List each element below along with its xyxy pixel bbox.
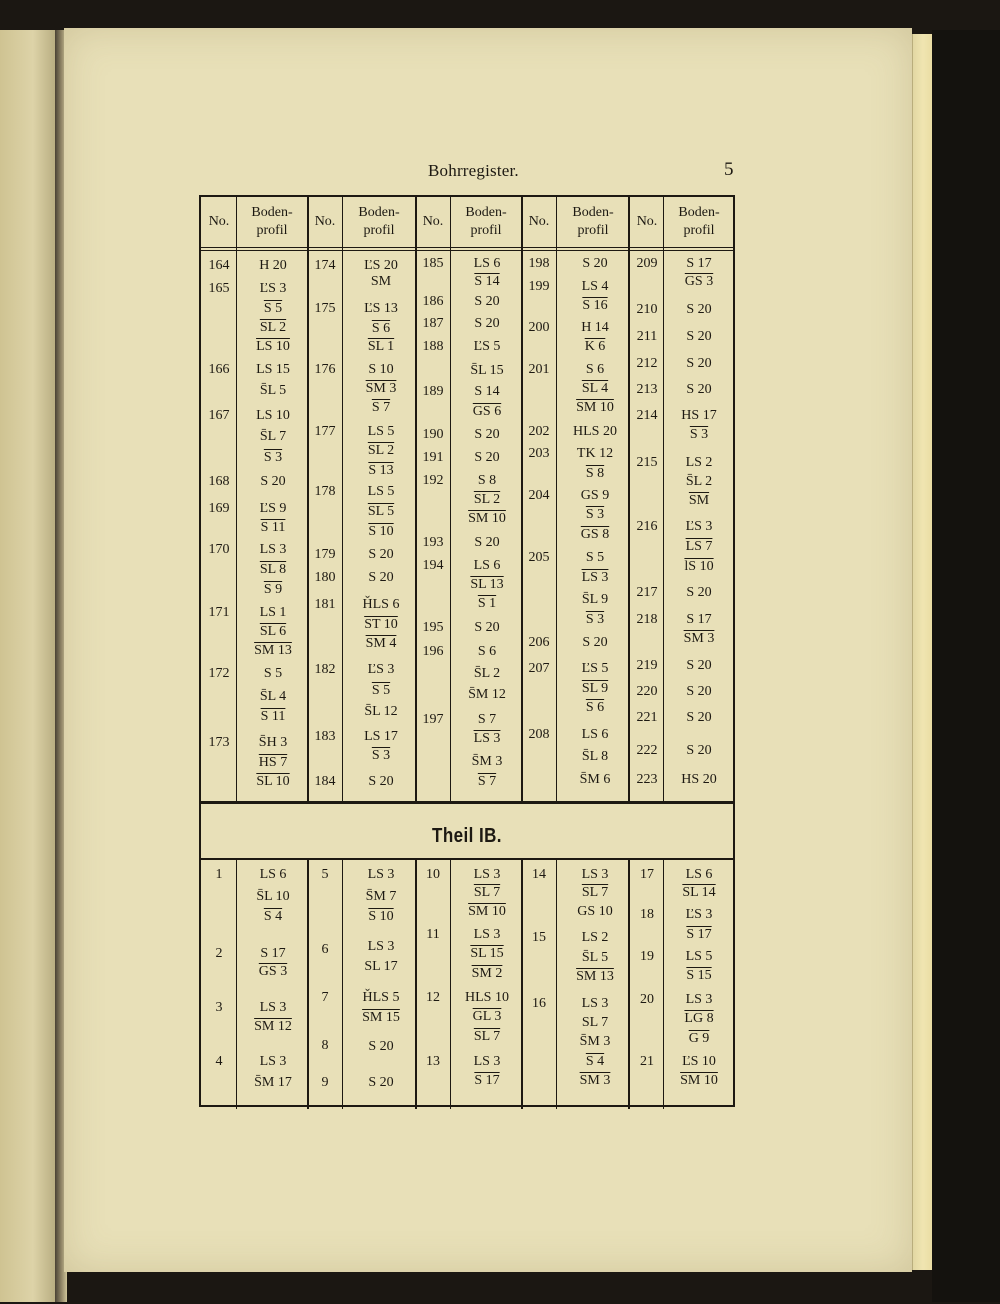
soil-profile: LS 3 (473, 731, 501, 746)
soil-profile: ĽS 3 (259, 281, 287, 296)
soil-profile: ĽS 20 (364, 258, 398, 273)
soil-profile: SM 13 (254, 643, 292, 658)
soil-profile: S 17 (474, 1073, 500, 1088)
soil-profile: LS 3 (581, 867, 609, 882)
soil-profile: LS 6 (685, 867, 713, 882)
soil-profile: S 20 (474, 427, 500, 442)
bore-number: 200 (528, 320, 550, 335)
soil-profile: S 6 (585, 700, 605, 715)
soil-profile: LS 6 (581, 727, 609, 742)
soil-profile: S̄L 12 (364, 704, 398, 719)
bore-number: 164 (208, 258, 230, 273)
soil-profile: S̄L 7 (259, 429, 287, 444)
soil-profile: S 20 (582, 635, 608, 650)
soil-profile: HS 20 (681, 772, 717, 787)
bore-number: 192 (422, 473, 444, 488)
soil-profile: SM 3 (365, 381, 397, 396)
soil-profile: S 15 (686, 968, 712, 983)
soil-profile: SL 8 (259, 562, 287, 577)
soil-profile: SL 5 (367, 504, 395, 519)
soil-profile: S 20 (582, 256, 608, 271)
soil-profile: HS 17 (681, 408, 717, 423)
bore-number: 181 (314, 597, 336, 612)
header-bodenprofil: Boden- profil (251, 205, 293, 238)
soil-profile: S 16 (582, 298, 608, 313)
soil-profile: LS 3 (367, 867, 395, 882)
bore-number: 9 (321, 1075, 329, 1090)
bore-number: 217 (636, 585, 658, 600)
soil-profile: S̄L 15 (470, 363, 504, 378)
soil-profile: LS 3 (473, 927, 501, 942)
soil-profile: LS 2 (685, 455, 713, 470)
soil-profile: SL 1 (367, 339, 395, 354)
soil-profile: LG 8 (684, 1011, 714, 1026)
bore-number: 187 (422, 316, 444, 331)
soil-profile: ȞLS 5 (362, 990, 400, 1005)
header-no: No. (314, 214, 336, 229)
soil-profile: S 20 (686, 356, 712, 371)
soil-profile: LS 3 (259, 1000, 287, 1015)
bore-register-table (199, 195, 735, 1107)
soil-profile: LS 3 (581, 996, 609, 1011)
soil-profile: HLS 20 (573, 424, 617, 439)
bore-number: 188 (422, 339, 444, 354)
bore-number: 209 (636, 256, 658, 271)
book-cover (932, 30, 1000, 1302)
bore-number: 189 (422, 384, 444, 399)
bore-number: 199 (528, 279, 550, 294)
bore-number: 216 (636, 519, 658, 534)
bore-number: 21 (640, 1054, 654, 1069)
soil-profile: S̄M 7 (365, 889, 397, 904)
soil-profile: SL 2 (367, 443, 395, 458)
bore-number: 183 (314, 729, 336, 744)
bore-number: 174 (314, 258, 336, 273)
soil-profile: S 11 (260, 709, 286, 724)
soil-profile: LS 5 (367, 484, 395, 499)
soil-profile: S̄M 3 (471, 754, 503, 769)
soil-profile: S 6 (371, 321, 391, 336)
bore-number: 176 (314, 362, 336, 377)
soil-profile: LS 6 (259, 867, 287, 882)
soil-profile: S̄M 3 (579, 1034, 611, 1049)
soil-profile: S̄L 5 (581, 950, 609, 965)
soil-profile: GS 8 (580, 527, 610, 542)
soil-profile: S 17 (260, 946, 286, 961)
soil-profile: LS 6 (473, 558, 501, 573)
soil-profile: S 20 (368, 547, 394, 562)
bore-number: 167 (208, 408, 230, 423)
soil-profile: SL 6 (259, 624, 287, 639)
soil-profile: GS 3 (258, 964, 288, 979)
soil-profile: S̄L 8 (581, 749, 609, 764)
soil-profile: S 20 (686, 743, 712, 758)
soil-profile: HLS 10 (465, 990, 509, 1005)
soil-profile: S 5 (263, 301, 283, 316)
soil-profile: SL 7 (473, 885, 501, 900)
bore-number: 14 (532, 867, 546, 882)
soil-profile: S 17 (686, 927, 712, 942)
bore-number: 175 (314, 301, 336, 316)
soil-profile: LS 2 (581, 930, 609, 945)
soil-profile: S 13 (368, 463, 394, 478)
soil-profile: ĽS 10 (682, 1054, 716, 1069)
soil-profile: S̄M 6 (579, 772, 611, 787)
soil-profile: S 3 (689, 427, 709, 442)
soil-profile: ST 10 (364, 617, 398, 632)
soil-profile: S 20 (474, 450, 500, 465)
soil-profile: S 14 (474, 384, 500, 399)
soil-profile: HS 7 (258, 755, 288, 770)
soil-profile: S 3 (585, 612, 605, 627)
soil-profile: TK 12 (576, 446, 614, 461)
bore-number: 19 (640, 949, 654, 964)
bore-number: 178 (314, 484, 336, 499)
bore-number: 179 (314, 547, 336, 562)
soil-profile: SL 13 (470, 577, 504, 592)
soil-profile: LS 3 (367, 939, 395, 954)
bore-number: 3 (215, 1000, 223, 1015)
soil-profile: SM 10 (576, 400, 614, 415)
soil-profile: S 20 (686, 585, 712, 600)
soil-profile: LS 3 (581, 570, 609, 585)
bore-number: 220 (636, 684, 658, 699)
soil-profile: S 3 (371, 748, 391, 763)
soil-profile: SM 10 (468, 904, 506, 919)
bore-number: 202 (528, 424, 550, 439)
bore-number: 7 (321, 990, 329, 1005)
section-divider (201, 801, 733, 804)
soil-profile: S 20 (686, 710, 712, 725)
soil-profile: S 20 (368, 1075, 394, 1090)
soil-profile: LS 5 (367, 424, 395, 439)
header-no: No. (636, 214, 658, 229)
bore-number: 218 (636, 612, 658, 627)
bore-number: 193 (422, 535, 444, 550)
soil-profile: ĽS 3 (367, 662, 395, 677)
bore-number: 194 (422, 558, 444, 573)
soil-profile: SM 3 (579, 1073, 611, 1088)
soil-profile: ĽS 5 (581, 661, 609, 676)
soil-profile: S 20 (474, 620, 500, 635)
page-number: 5 (724, 159, 734, 180)
soil-profile: SL 7 (581, 885, 609, 900)
bore-number: 214 (636, 408, 658, 423)
soil-profile: S 3 (585, 507, 605, 522)
soil-profile: S̄H 3 (258, 735, 288, 750)
soil-profile: S̄L 2 (473, 666, 501, 681)
bore-number: 172 (208, 666, 230, 681)
soil-profile: S 20 (260, 474, 286, 489)
bore-number: 173 (208, 735, 230, 750)
soil-profile: S 7 (477, 774, 497, 789)
bore-number: 198 (528, 256, 550, 271)
soil-profile: S 7 (477, 712, 497, 727)
soil-profile: S̄M 17 (254, 1075, 292, 1090)
soil-profile: S̄L 4 (259, 689, 287, 704)
bore-number: 13 (426, 1054, 440, 1069)
bore-number: 170 (208, 542, 230, 557)
left-page-edge (0, 30, 57, 1302)
bore-number: 10 (426, 867, 440, 882)
soil-profile: S̄M 12 (468, 687, 506, 702)
soil-profile: S 17 (686, 612, 712, 627)
section-divider (201, 858, 733, 860)
soil-profile: S 5 (585, 550, 605, 565)
bore-number: 185 (422, 256, 444, 271)
soil-profile: S 4 (263, 909, 283, 924)
bore-number: 166 (208, 362, 230, 377)
soil-profile: S 20 (474, 535, 500, 550)
bore-number: 195 (422, 620, 444, 635)
soil-profile: lS 10 (684, 559, 714, 574)
soil-profile: S 20 (686, 302, 712, 317)
bore-number: 207 (528, 661, 550, 676)
bore-number: 182 (314, 662, 336, 677)
soil-profile: SM (370, 274, 392, 289)
bore-number: 1 (215, 867, 223, 882)
soil-profile: S 10 (368, 909, 394, 924)
soil-profile: S 4 (585, 1054, 605, 1069)
bore-number: 203 (528, 446, 550, 461)
soil-profile: S̄L 5 (259, 383, 287, 398)
soil-profile: ĽS 9 (259, 501, 287, 516)
soil-profile: SM 10 (680, 1073, 718, 1088)
bore-number: 6 (321, 942, 329, 957)
soil-profile: GL 3 (472, 1009, 502, 1024)
soil-profile: S 5 (371, 683, 391, 698)
soil-profile: LS 3 (259, 1054, 287, 1069)
soil-profile: S 20 (368, 1039, 394, 1054)
soil-profile: LS 17 (364, 729, 398, 744)
soil-profile: H 20 (259, 258, 287, 273)
soil-profile: S 20 (474, 294, 500, 309)
header-no: No. (528, 214, 550, 229)
soil-profile: ĽS 13 (364, 301, 398, 316)
bore-number: 213 (636, 382, 658, 397)
soil-profile: SL 10 (256, 774, 290, 789)
soil-profile: S 17 (686, 256, 712, 271)
soil-profile: G 9 (688, 1031, 710, 1046)
soil-profile: S 6 (477, 644, 497, 659)
bore-number: 215 (636, 455, 658, 470)
bore-number: 15 (532, 930, 546, 945)
soil-profile: S 7 (371, 400, 391, 415)
soil-profile: LS 3 (473, 1054, 501, 1069)
soil-profile: SL 9 (581, 681, 609, 696)
soil-profile: SL 7 (581, 1015, 609, 1030)
soil-profile: SL 14 (682, 885, 716, 900)
bore-number: 201 (528, 362, 550, 377)
soil-profile: S 10 (368, 362, 394, 377)
soil-profile: S 9 (263, 582, 283, 597)
bore-number: 186 (422, 294, 444, 309)
bore-number: 180 (314, 570, 336, 585)
bore-number: 206 (528, 635, 550, 650)
bore-number: 16 (532, 996, 546, 1011)
bore-number: 221 (636, 710, 658, 725)
bore-number: 171 (208, 605, 230, 620)
header-bodenprofil: Boden- profil (572, 205, 614, 238)
soil-profile: SL 2 (259, 320, 287, 335)
soil-profile: S̄L 10 (256, 889, 290, 904)
soil-profile: S 14 (474, 274, 500, 289)
soil-profile: SL 2 (473, 492, 501, 507)
bore-number: 191 (422, 450, 444, 465)
soil-profile: S 20 (368, 570, 394, 585)
bore-number: 208 (528, 727, 550, 742)
bore-number: 4 (215, 1054, 223, 1069)
bore-number: 204 (528, 488, 550, 503)
soil-profile: LS 1 (259, 605, 287, 620)
soil-profile: LS 7 (685, 539, 713, 554)
bore-number: 168 (208, 474, 230, 489)
soil-profile: SM 10 (468, 511, 506, 526)
bore-number: 196 (422, 644, 444, 659)
soil-profile: S 20 (686, 382, 712, 397)
soil-profile: SM 15 (362, 1010, 400, 1025)
soil-profile: GS 10 (577, 904, 613, 919)
soil-profile: SL 7 (473, 1029, 501, 1044)
table-header-row (201, 197, 733, 251)
soil-profile: S 20 (368, 774, 394, 789)
soil-profile: S 5 (263, 666, 283, 681)
soil-profile: SL 15 (470, 946, 504, 961)
running-head: Bohrregister. (428, 161, 519, 180)
soil-profile: SL 17 (364, 959, 398, 974)
bore-number: 8 (321, 1038, 329, 1053)
bore-number: 11 (426, 927, 440, 942)
soil-profile: S 10 (368, 524, 394, 539)
soil-profile: SM 12 (254, 1019, 292, 1034)
bore-number: 5 (321, 867, 329, 882)
soil-profile: S 8 (477, 473, 497, 488)
soil-profile: LS 5 (685, 949, 713, 964)
header-bodenprofil: Boden- profil (678, 205, 720, 238)
bore-number: 17 (640, 867, 654, 882)
soil-profile: LS 3 (685, 992, 713, 1007)
soil-profile: $\overline{SM}$ (688, 493, 710, 508)
soil-profile: S 1 (477, 596, 497, 611)
soil-profile: LS 3 (473, 867, 501, 882)
soil-profile: LS 3 (259, 542, 287, 557)
soil-profile: SM 13 (576, 969, 614, 984)
soil-profile: LS 10 (256, 408, 290, 423)
page-fore-edge (912, 34, 933, 1270)
bore-number: 184 (314, 774, 336, 789)
bore-number: 177 (314, 424, 336, 439)
soil-profile: S 20 (686, 658, 712, 673)
soil-profile: SM 2 (471, 966, 503, 981)
soil-profile: SM 3 (683, 631, 715, 646)
header-bodenprofil: Boden- profil (358, 205, 400, 238)
soil-profile: SM 4 (365, 636, 397, 651)
soil-profile: H 14 (581, 320, 609, 335)
soil-profile: LS 15 (256, 362, 290, 377)
soil-profile: ĽS 5 (473, 339, 501, 354)
soil-profile: LS 10 (256, 339, 290, 354)
soil-profile: S̄L 9 (581, 592, 609, 607)
bore-number: 205 (528, 550, 550, 565)
soil-profile: ȞLS 6 (362, 597, 400, 612)
soil-profile: S 3 (263, 450, 283, 465)
bore-number: 165 (208, 281, 230, 296)
soil-profile: S 11 (260, 520, 286, 535)
bore-number: 190 (422, 427, 444, 442)
soil-profile: LS 6 (473, 256, 501, 271)
bore-number: 219 (636, 658, 658, 673)
soil-profile: ĽS 3 (685, 907, 713, 922)
bore-number: 2 (215, 946, 223, 961)
soil-profile: GS 9 (580, 488, 610, 503)
bore-number: 212 (636, 356, 658, 371)
soil-profile: S̄L 2 (685, 474, 713, 489)
bore-number: 222 (636, 743, 658, 758)
soil-profile: S 20 (686, 684, 712, 699)
header-no: No. (422, 214, 444, 229)
bore-number: 211 (636, 329, 658, 344)
soil-profile: GS 6 (472, 404, 502, 419)
soil-profile: S 20 (474, 316, 500, 331)
bore-number: 210 (636, 302, 658, 317)
section-title: Theil IB. (432, 825, 502, 847)
soil-profile: S 20 (686, 329, 712, 344)
soil-profile: K 6 (584, 339, 606, 354)
soil-profile: S 6 (585, 362, 605, 377)
bore-number: 18 (640, 907, 654, 922)
bore-number: 12 (426, 990, 440, 1005)
soil-profile: GS 3 (684, 274, 714, 289)
soil-profile: LS 4 (581, 279, 609, 294)
soil-profile: S 8 (585, 466, 605, 481)
bore-number: 197 (422, 712, 444, 727)
header-no: No. (208, 214, 230, 229)
soil-profile: ĽS 3 (685, 519, 713, 534)
bore-number: 169 (208, 501, 230, 516)
bore-number: 20 (640, 992, 654, 1007)
soil-profile: SL 4 (581, 381, 609, 396)
header-bodenprofil: Boden- profil (465, 205, 507, 238)
bore-number: 223 (636, 772, 658, 787)
